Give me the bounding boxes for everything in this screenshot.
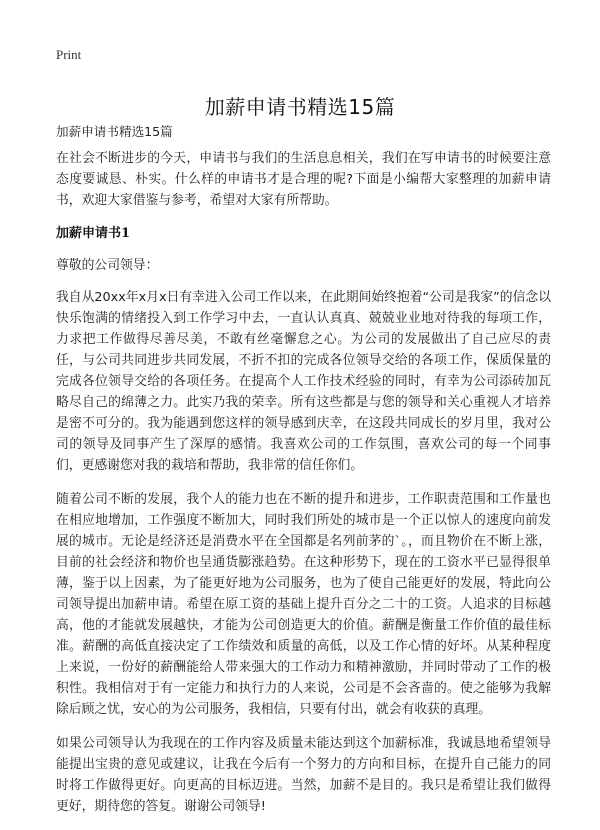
body-paragraph-2: 随着公司不断的发展，我个人的能力也在不断的提升和进步，工作职责范围和工作量也在相应地增加，工作强度不断加大，同时我们所处的城市是一个正以惊人的速度向前发展的城市。无论是经济还是消费水平在全国都是名列前茅的`。，而且物价在不断上涨，目前的社会经济和物价也呈通货膨涨趋势。在这种形势下，现在的工资水平已显得很单薄，鉴于以上因素，为了能更好地为公司服务，也为了使自己能更好的发展，特此向公司领导提出加薪申请。希望在原工资的基础上提升百分之二十的工资。人追求的目标越高，他的才能就发展越快，才能为公司创造更大的价值。薪酬是衡量工作价值的最佳标准。薪酬的高低直接决定了工作绩效和质量的高低，以及工作心情的好坏。从某种程度上来说，一份好的薪酬能给人带来强大的工作动力和精神激励，并同时带动了工作的极积性。我相信对于有一定能力和执行力的人来说，公司是不会吝啬的。使之能够为我解除后顾之忧，安心的为公司服务，我相信，只要有付出，就会有收获的真理。 [56, 492, 551, 717]
document-title: 加薪申请书精选15篇 [204, 95, 396, 120]
document-subtitle: 加薪申请书精选15篇 [56, 124, 173, 139]
intro-paragraph: 在社会不断进步的今天，申请书与我们的生活息息相关，我们在写申请书的时候要注意态度要诚恳、朴实。什么样的申请书才是合理的呢?下面是小编帮大家整理的加薪申请书，欢迎大家借鉴与参考，希望对大家有所帮助。 [56, 151, 551, 208]
body-paragraph-1: 我自从20xx年x月x日有幸进入公司工作以来，在此期间始终抱着“公司是我家”的信念以快乐饱满的情绪投入到工作学习中去，一直认认真真、兢兢业业地对待我的每项工作，力求把工作做得尽善尽美，不敢有丝毫懈怠之心。为公司的发展做出了自己应尽的责任，与公司共同进步共同发展，不折不扣的完成各位领导交给的各项工作，保质保量的完成各位领导交给的各项任务。在提高个人工作技术经验的同时，有幸为公司添砖加瓦略尽自己的绵薄之力。此实乃我的荣幸。所有这些都是与您的领导和关心重视人才培养是密不可分的。我为能遇到您这样的领导感到庆幸，在这段共同成长的岁月里，我对公司的领导及同事产生了深厚的感情。我喜欢公司的工作氛围，喜欢公司的每一个同事们，更感谢您对我的栽培和帮助，我非常的信任你们。 [56, 290, 551, 473]
body-paragraph-3: 如果公司领导认为我现在的工作内容及质量未能达到这个加薪标准，我诚恳地希望领导能提出宝贵的意见或建议，让我在今后有一个努力的方向和目标，在提升自己能力的同时将工作做得更好。向更高的目标迈进。当然，加薪不是目的。我只是希望让我们做得更好，期待您的答复。谢谢公司领导! [56, 736, 551, 814]
document-body [56, 148, 551, 830]
print-link[interactable]: Print [56, 47, 82, 62]
letter-greeting: 尊敬的公司领导： [56, 258, 159, 273]
section-heading: 加薪申请书1 [56, 226, 131, 241]
